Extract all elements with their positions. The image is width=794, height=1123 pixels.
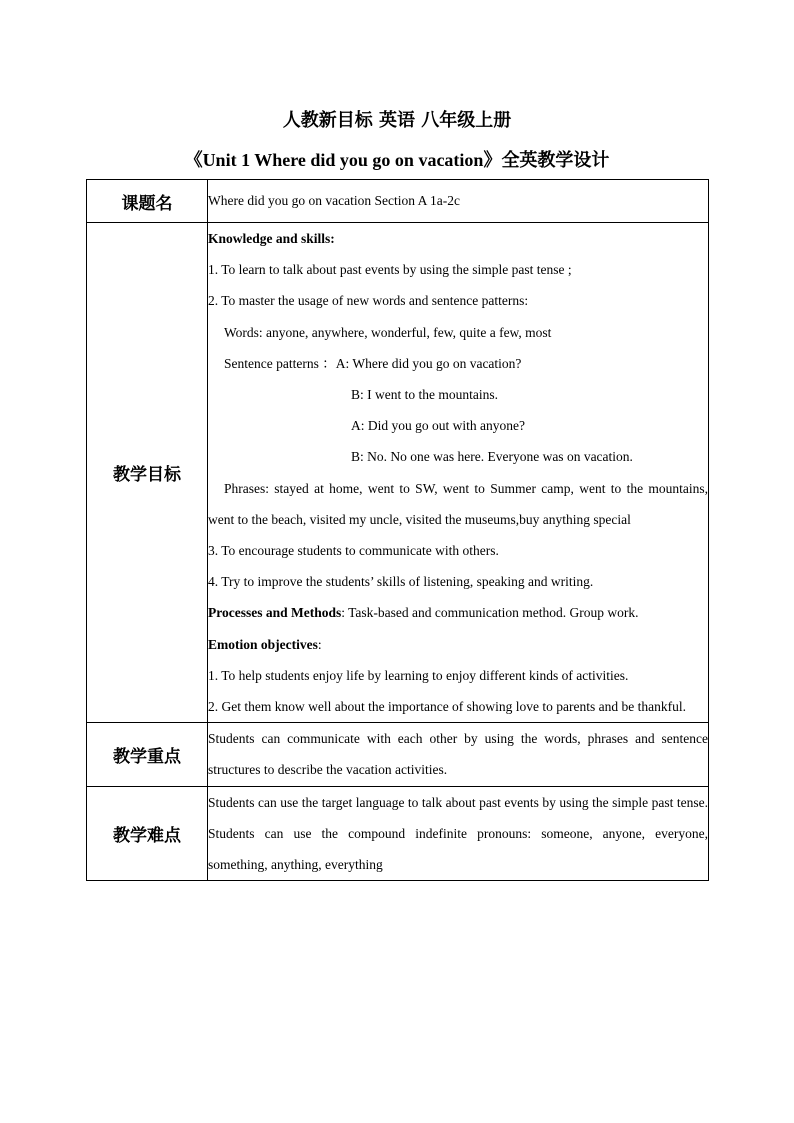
subtitle-unit: Unit 1 Where did you go on vacation (202, 150, 484, 170)
label-difficult-points: 教学难点 (87, 786, 208, 881)
difficult-points-text: Students can use the target language to talk about past events by using the simple past tense. Students can use the compound indefinite pronouns: someone, anyone, everyone, something, anything, everything (208, 786, 709, 881)
emotion-heading-line (208, 629, 708, 660)
emotion-heading: Emotion objectives (208, 636, 318, 652)
objective-k4: 4. Try to improve the students’ skills of listening, speaking and writing. (208, 574, 594, 590)
objective-k1: 1. To learn to talk about past events by using the simple past tense ; (208, 262, 572, 278)
sentence-patterns-label: Sentence patterns ： (224, 355, 336, 371)
process-paragraph (208, 597, 708, 628)
process-text: : Task-based and communication method. Group work. (341, 605, 639, 621)
subtitle-close-bracket: 》 (483, 150, 502, 171)
pattern-2: B: I went to the mountains. (351, 387, 498, 403)
label-topic: 课题名 (87, 180, 208, 223)
pattern-3: A: Did you go out with anyone? (351, 418, 525, 434)
pattern-1: A: Where did you go on vacation? (335, 355, 522, 371)
pattern-4: B: No. No one was here. Everyone was on vacation. (351, 449, 633, 465)
table-row-topic (87, 180, 709, 223)
document-title: 人教新目标 英语 八年级上册 (282, 110, 512, 131)
lesson-plan-table (86, 179, 709, 881)
objectives-content (208, 223, 709, 723)
objective-words: Words: anyone, anywhere, wonderful, few, quite a few, most (224, 324, 552, 340)
key-points-text: Students can communicate with each other by using the words, phrases and sentence structures to describe the vacation activities. (208, 723, 709, 786)
label-objectives: 教学目标 (87, 223, 208, 723)
subtitle-chinese: 全英教学设计 (501, 150, 610, 171)
label-key-points: 教学重点 (87, 723, 208, 786)
emotion-colon: : (317, 636, 322, 652)
table-row-key-points (87, 723, 709, 786)
process-heading: Processes and Methods (208, 605, 342, 621)
table-row-objectives (87, 223, 709, 723)
document-subtitle (0, 146, 794, 172)
topic-text: Where did you go on vacation Section A 1a-2c (208, 180, 709, 223)
objective-phrases: Phrases: stayed at home, went to SW, went to Summer camp, went to the mountains, went to the beach, visited my uncle, visited the museums,buy anything special (208, 480, 708, 527)
objective-k2: 2. To master the usage of new words and sentence patterns: (208, 293, 529, 309)
table-row-difficult-points (87, 786, 709, 881)
knowledge-heading: Knowledge and skills: (208, 231, 335, 246)
emotion-e2: 2. Get them know well about the importance of showing love to parents and be thankful. (208, 699, 687, 715)
sentence-patterns-line (208, 348, 708, 379)
objective-k3: 3. To encourage students to communicate with others. (208, 543, 499, 559)
emotion-e1: 1. To help students enjoy life by learning to enjoy different kinds of activities. (208, 667, 629, 683)
subtitle-open-bracket: 《 (184, 150, 203, 171)
